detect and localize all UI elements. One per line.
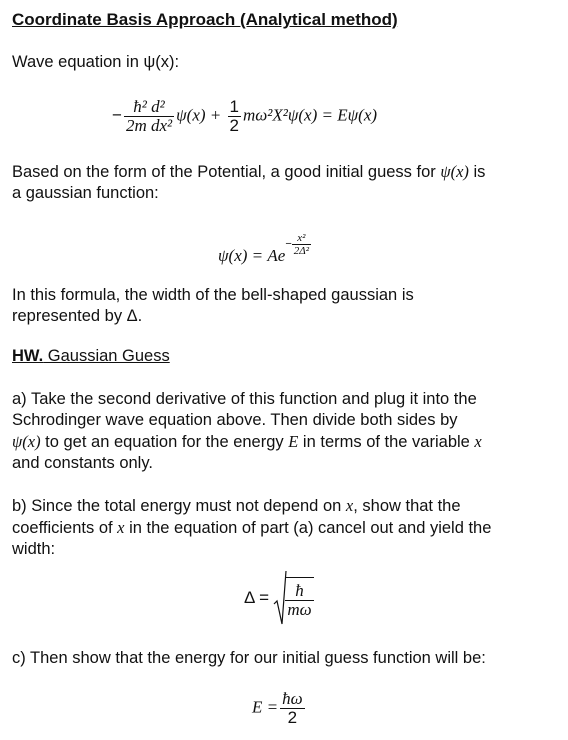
part-a-line3-text2: in terms of the variable: [298, 433, 475, 451]
kinetic-term-psi: ψ(x) +: [176, 105, 222, 125]
hw-heading-rest: Gaussian Guess: [43, 347, 170, 365]
energy-equation-denominator: 2: [287, 708, 298, 727]
kinetic-term-numerator: ħ² d²: [124, 98, 174, 117]
wave-equation-intro: Wave equation in ψ(x):: [12, 53, 180, 71]
guess-text-part2: is: [468, 163, 486, 181]
exponent-numerator: x²: [292, 232, 311, 245]
exponent-denominator: 2Δ²: [293, 245, 310, 257]
part-b-line1-text1: b) Since the total energy must not depend on: [12, 497, 346, 515]
width-equation-numerator: ħ: [285, 582, 313, 601]
width-paragraph: [12, 285, 414, 327]
potential-and-energy-terms: mω²X²ψ(x) = Eψ(x): [242, 105, 378, 125]
width-equation: [244, 570, 316, 626]
page-title: Coordinate Basis Approach (Analytical method): [12, 10, 398, 29]
part-b-paragraph: [12, 495, 491, 560]
half-numerator: 1: [229, 97, 239, 116]
part-b-line1-text2: , show that the: [353, 497, 461, 515]
guess-text-part1: Based on the form of the Potential, a good initial guess for: [12, 163, 441, 181]
part-c-paragraph: c) Then show that the energy for our initial guess function will be:: [12, 649, 486, 667]
hw-heading: [12, 346, 170, 367]
guess-psi: ψ(x): [440, 162, 469, 181]
width-text-line1: In this formula, the width of the bell-shaped gaussian is: [12, 286, 414, 304]
part-a-energy-symbol: E: [288, 432, 299, 451]
part-a-x-symbol: x: [474, 432, 482, 451]
part-a-line4: and constants only.: [12, 454, 153, 472]
part-b-line2-text1: coefficients of: [12, 519, 118, 537]
guess-paragraph: [12, 161, 485, 204]
energy-equation-numerator: ħω: [282, 689, 303, 708]
part-b-line2-x: x: [117, 518, 125, 537]
schrodinger-equation: − $\frac{\text{ħ² d²}}{\text{2m dx²}}$ ψ(x) + $\frac{1}{2}$ mω²X²ψ(x) = Eψ(x): [112, 97, 378, 135]
width-equation-denominator: mω: [287, 600, 312, 619]
part-a-line2: Schrodinger wave equation above. Then divide both sides by: [12, 411, 458, 429]
part-a-paragraph: [12, 389, 482, 474]
half-denominator: 2: [229, 116, 239, 135]
part-a-line3-text1: to get an equation for the energy: [40, 433, 289, 451]
width-equation-lhs: Δ =: [244, 588, 270, 607]
part-a-psi: ψ(x): [12, 432, 41, 451]
gaussian-equation: ψ(x) = Ae− $\frac{\text{x²}}{\text{2Δ²}}$: [218, 232, 310, 266]
energy-equation-lhs: E =: [252, 697, 279, 717]
kinetic-term-denominator: 2m dx²: [125, 116, 173, 135]
gaussian-lhs: ψ(x) = Ae: [218, 246, 286, 266]
part-b-line1-x: x: [345, 496, 354, 515]
energy-equation: [252, 690, 307, 727]
hw-heading-bold: HW.: [12, 347, 44, 365]
part-b-line2-text2: in the equation of part (a) cancel out and yield the: [124, 519, 492, 537]
width-text-line2: represented by Δ.: [12, 307, 143, 325]
part-a-line1: a) Take the second derivative of this function and plug it into the: [12, 390, 477, 408]
part-b-line3: width:: [12, 540, 56, 558]
guess-text-line2: a gaussian function:: [12, 184, 159, 202]
